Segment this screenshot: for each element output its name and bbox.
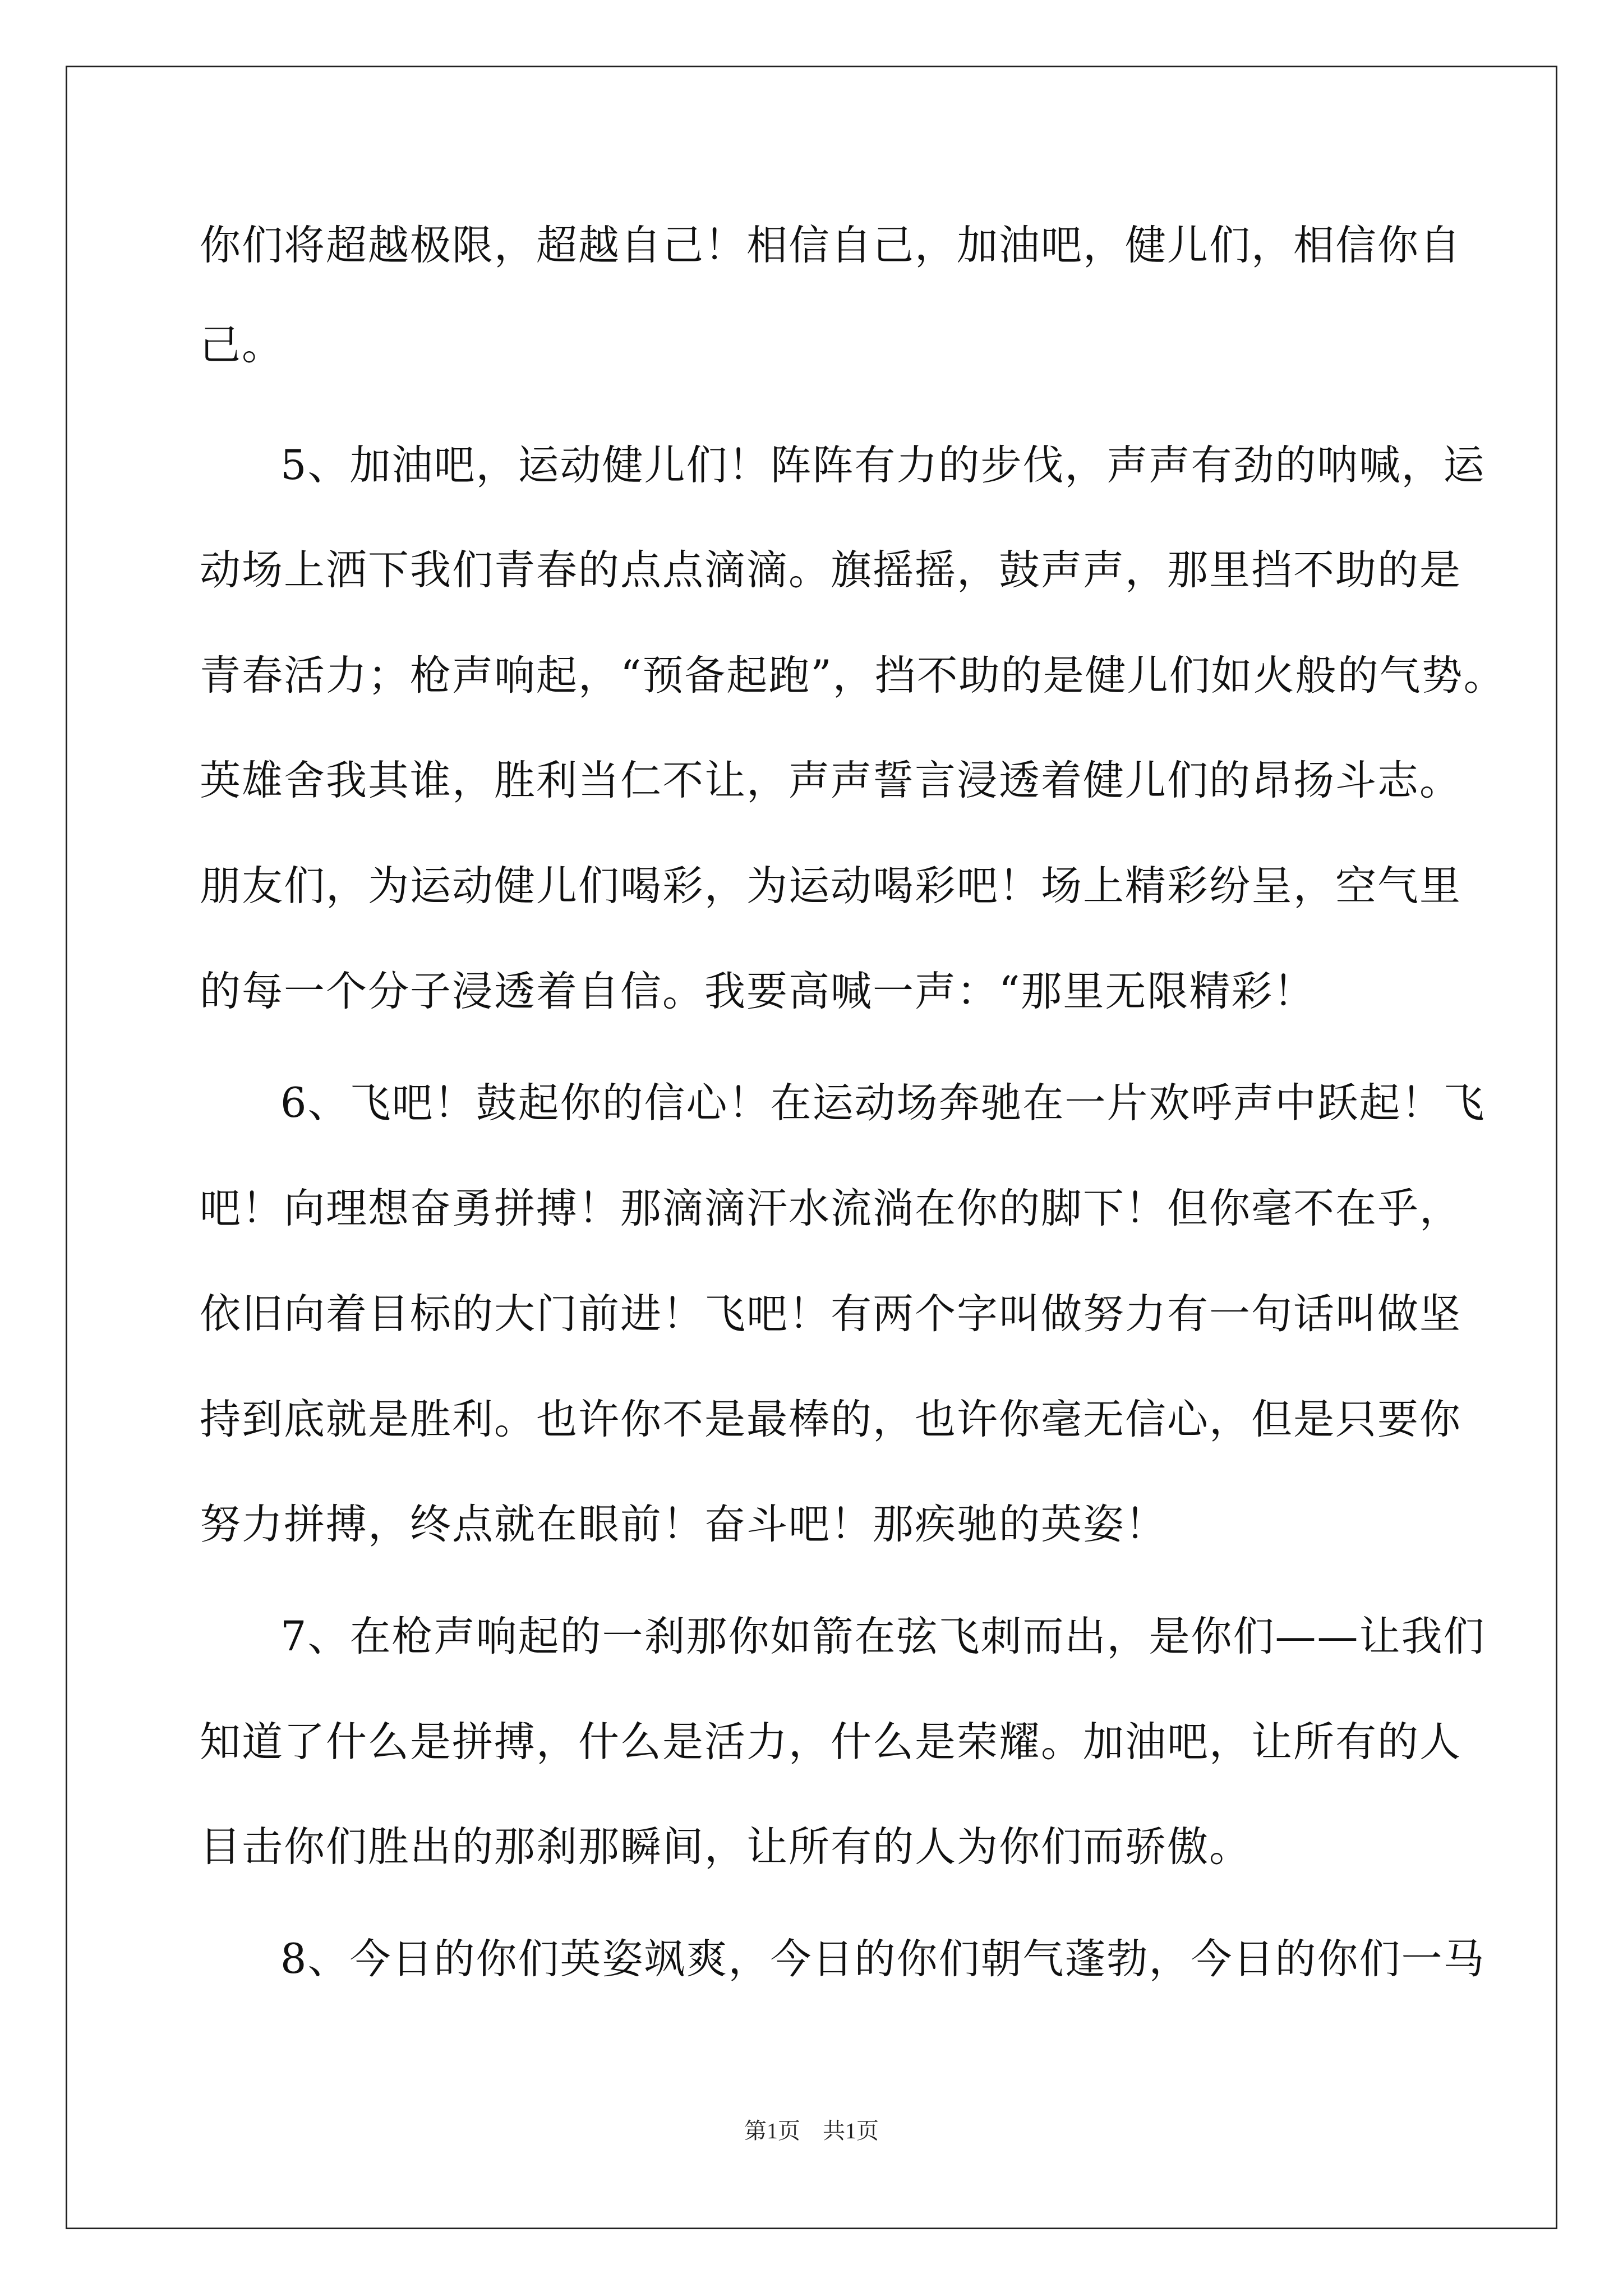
text-line: 努力拼搏，终点就在眼前！奋斗吧！那疾驰的英姿！ bbox=[200, 1501, 1167, 1548]
text-line: 目击你们胜出的那刹那瞬间，让所有的人为你们而骄傲。 bbox=[200, 1823, 1251, 1871]
text-line: 青春活力；枪声响起，“预备起跑”，挡不助的是健儿们如火般的气势。 bbox=[200, 652, 1506, 700]
text-line: 动场上洒下我们青春的点点滴滴。旗摇摇，鼓声声，那里挡不助的是 bbox=[200, 546, 1461, 594]
text-line: 英雄舍我其谁，胜利当仁不让，声声誓言浸透着健儿们的昂扬斗志。 bbox=[200, 757, 1461, 804]
text-line: 依旧向着目标的大门前进！飞吧！有两个字叫做努力有一句话叫做坚 bbox=[200, 1290, 1461, 1338]
text-line: 的每一个分子浸透着自信。我要高喊一声：“那里无限精彩！ bbox=[200, 968, 1316, 1015]
paragraph-6-line: 6、飞吧！鼓起你的信心！在运动场奔驰在一片欢呼声中跃起！飞 bbox=[280, 1079, 1486, 1127]
text-line: 吧！向理想奋勇拼搏！那滴滴汗水流淌在你的脚下！但你毫不在乎， bbox=[200, 1185, 1461, 1232]
page-border bbox=[66, 66, 1557, 2229]
page-footer: 第1页 共1页 bbox=[744, 2118, 879, 2143]
paragraph-8-line: 8、今日的你们英姿飒爽，今日的你们朝气蓬勃，今日的你们一马 bbox=[280, 1935, 1486, 1983]
text-line: 持到底就是胜利。也许你不是最棒的，也许你毫无信心，但是只要你 bbox=[200, 1396, 1461, 1443]
text-line: 朋友们，为运动健儿们喝彩，为运动喝彩吧！场上精彩纷呈，空气里 bbox=[200, 862, 1461, 910]
text-line: 己。 bbox=[200, 321, 284, 369]
paragraph-5-line: 5、加油吧，运动健儿们！阵阵有力的步伐，声声有劲的呐喊，运 bbox=[280, 441, 1486, 489]
text-line: 你们将超越极限，超越自己！相信自己，加油吧，健儿们，相信你自 bbox=[200, 222, 1461, 269]
text-line: 知道了什么是拼搏，什么是活力，什么是荣耀。加油吧，让所有的人 bbox=[200, 1718, 1461, 1766]
paragraph-7-line: 7、在枪声响起的一刹那你如箭在弦飞刺而出，是你们——让我们 bbox=[280, 1613, 1486, 1660]
